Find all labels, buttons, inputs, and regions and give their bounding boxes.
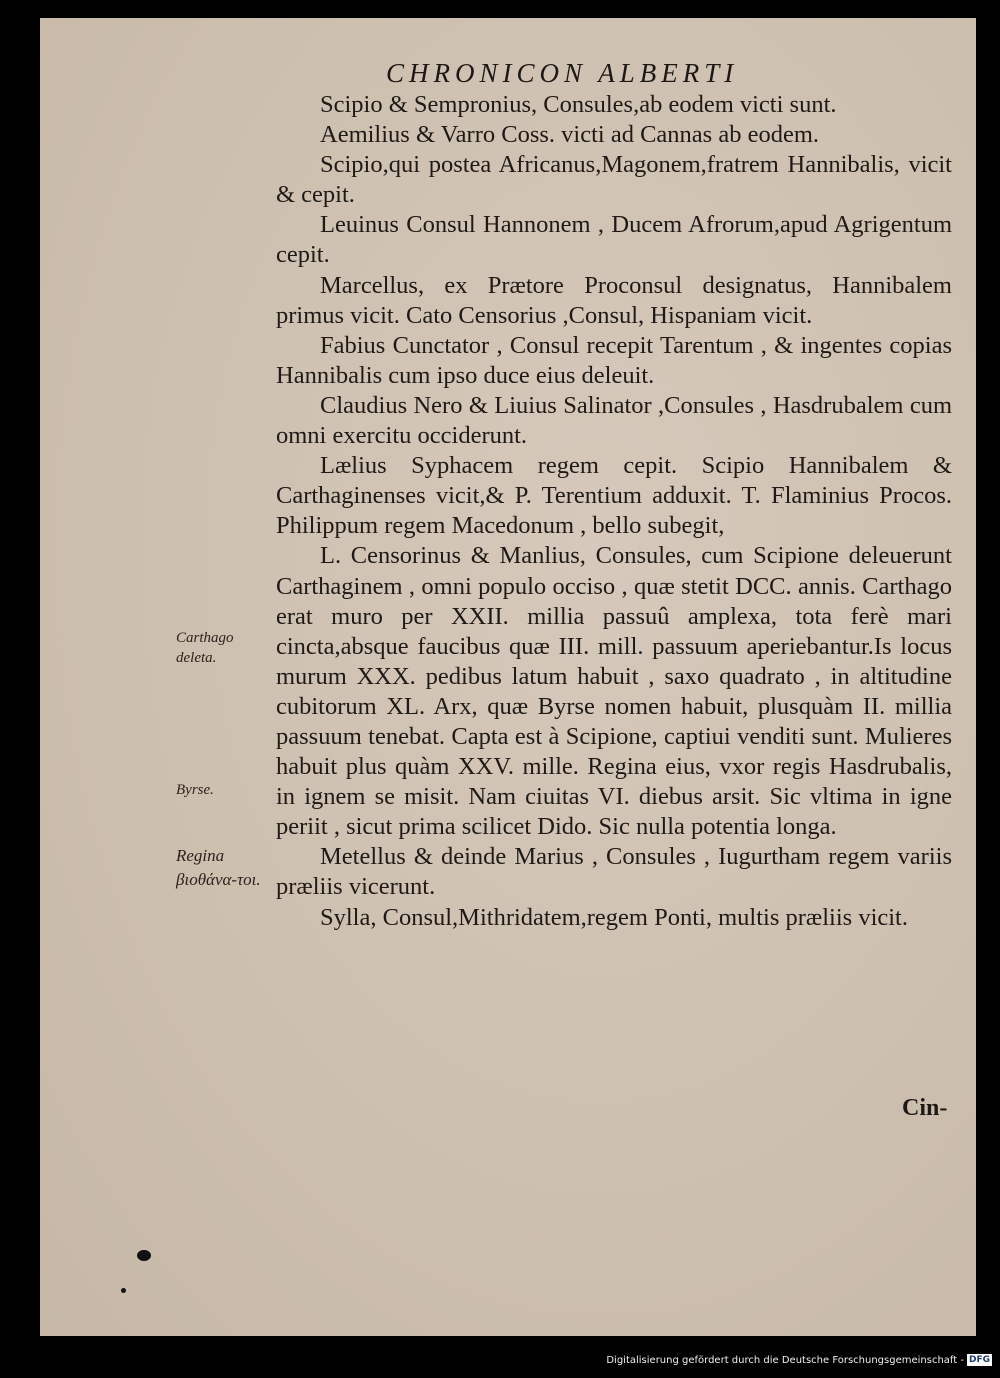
catchword: Cin- (902, 1095, 948, 1121)
paragraph: Scipio,qui postea Africanus,Magonem,fratrem Hannibalis, vicit & cepit. (276, 151, 952, 209)
ink-blot (121, 1288, 126, 1293)
margin-note-byrse: Byrse. (176, 782, 214, 798)
paragraph: Fabius Cunctator , Consul recepit Tarentum , & ingentes copias Hannibalis cum ipso duce eius deleuit. (276, 331, 952, 389)
paragraph: Metellus & deinde Marius , Consules , Iugurtham regem variis præliis vicerunt. (276, 843, 952, 901)
paragraph: Aemilius & Varro Coss. victi ad Cannas ab eodem. (320, 121, 819, 149)
margin-note-regina: Regina βιοθάνα-τοι. (176, 846, 261, 889)
paragraph: Scipio & Sempronius, Consules,ab eodem victi sunt. (320, 91, 837, 118)
paragraph: Claudius Nero & Liuius Salinator ,Consules , Hasdrubalem cum omni exercitu occiderunt. (276, 391, 952, 450)
paragraph: Sylla, Consul,Mithridatem,regem Ponti, multis præliis vicit. (320, 903, 908, 931)
main-text (276, 90, 952, 933)
ink-blot (137, 1250, 151, 1261)
running-header: CHRONICON ALBERTI (386, 58, 739, 88)
digitization-footer (606, 1346, 992, 1376)
dfg-logo-icon: DFG (968, 1355, 990, 1365)
paragraph: Leuinus Consul Hannonem , Ducem Afrorum,apud Agrigentum cepit. (276, 211, 952, 269)
footer-credit: Digitalisierung gefördert durch die Deutsche Forschungsgemeinschaft - (606, 1355, 964, 1366)
book-page (40, 18, 976, 1336)
margin-note-carthago: Carthago deleta. (176, 630, 234, 666)
paragraph: Marcellus, ex Prætore Proconsul designatus, Hannibalem primus vicit. Cato Censorius ,Consul, Hispaniam vicit. (276, 271, 952, 329)
paragraph: L. Censorinus & Manlius, Consules, cum Scipione deleuerunt Carthaginem , omni populo occiso , quæ stetit DCC. annis. Carthago erat muro per XXII. millia passuû amplexa, tota ferè mari cincta,absque faucibus quæ III. mill. passuum aperiebantur.Is locus murum XXX. pedibus latum habuit , saxo quadrato , in altitudine cubitorum XL. Arx, quæ Byrse nomen habuit, plusquàm II. millia passuum tenebat. Capta est à Scipione, captiui venditi sunt. Mulieres habuit plus quàm XXV. mille. Regina eius, vxor regis Hasdrubalis, in ignem se misit. Nam ciuitas VI. diebus arsit. Sic vltima in igne periit , sicut prima scilicet Dido. Sic nulla potentia longa. (276, 542, 952, 841)
paragraph: Lælius Syphacem regem cepit. Scipio Hannibalem & Carthaginenses vicit,& P. Terentium adduxit. T. Flaminius Procos. Philippum regem Macedonum , bello subegit, (276, 452, 952, 540)
